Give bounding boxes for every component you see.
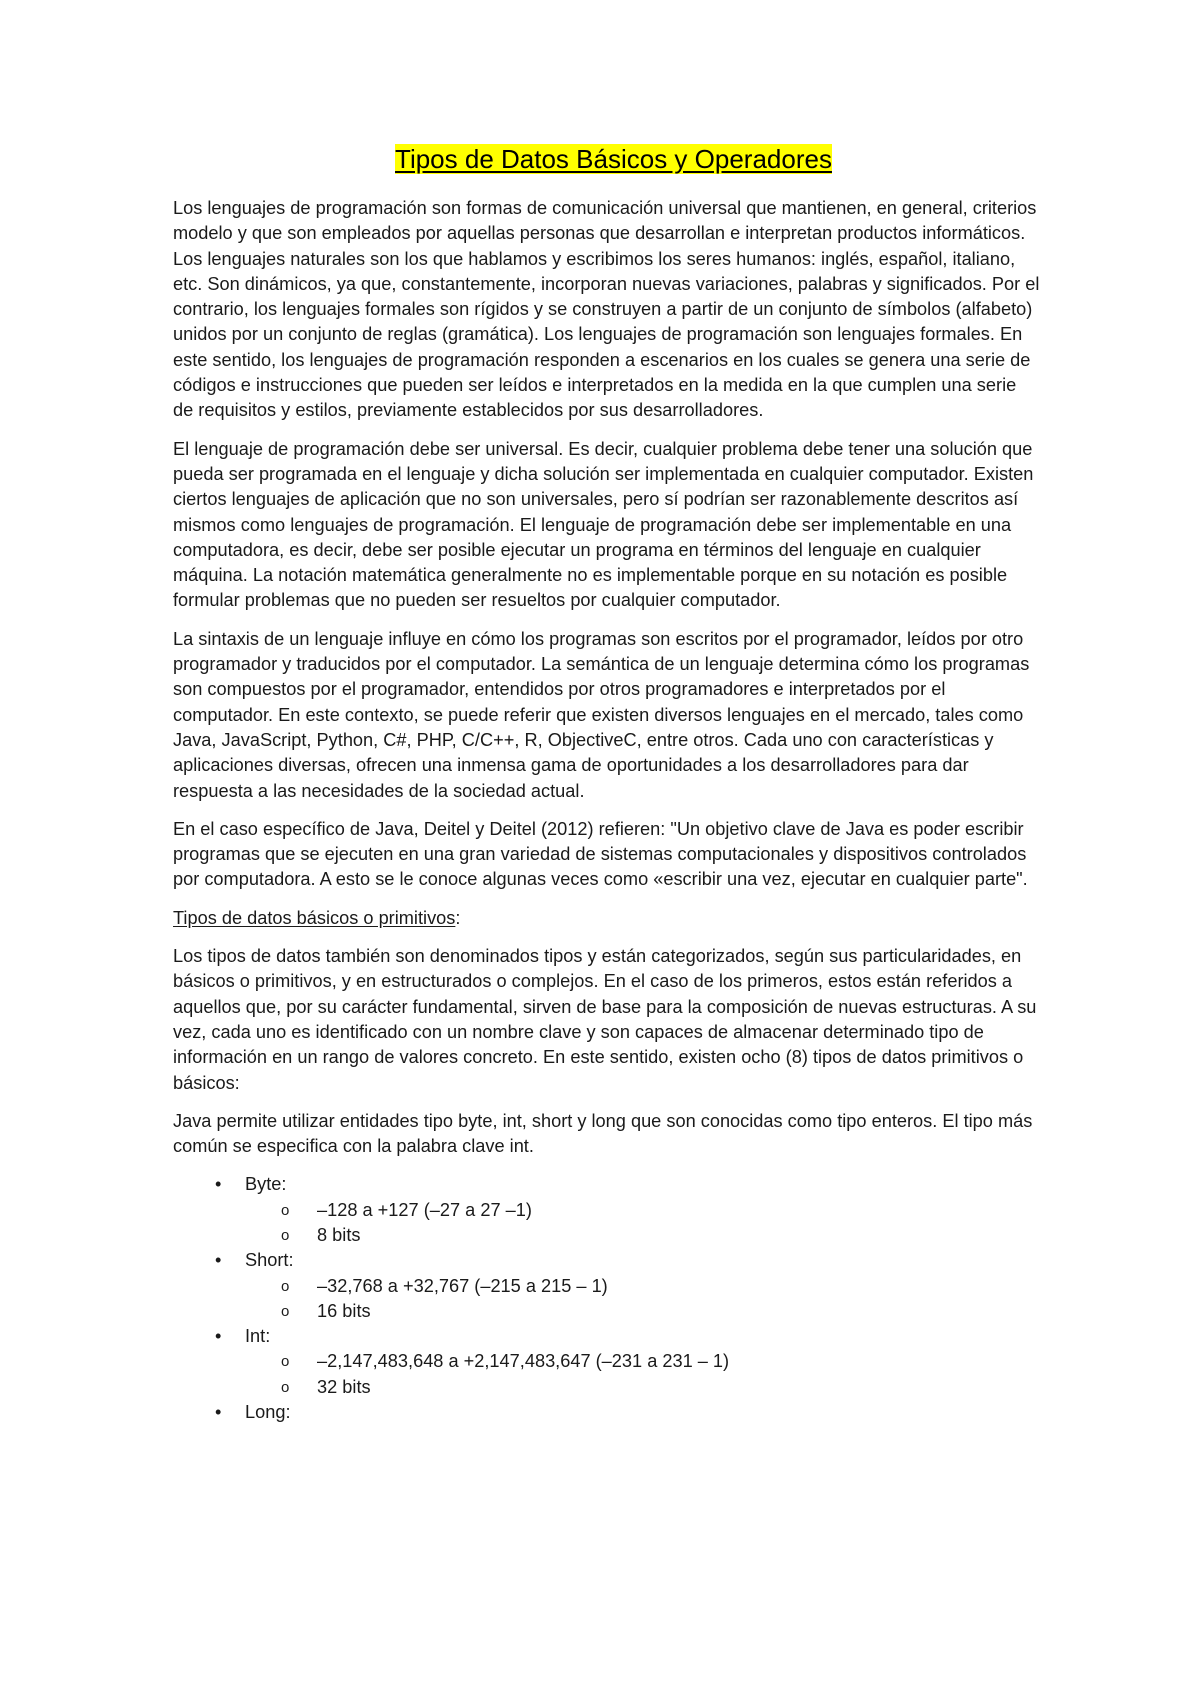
circle-bullet-icon: o (281, 1201, 290, 1219)
type-label: Short: (245, 1250, 294, 1271)
sub-list (245, 1274, 1040, 1325)
sub-list (245, 1349, 1040, 1400)
circle-bullet-icon: o (281, 1302, 290, 1320)
type-range: –128 a +127 (–27 a 27 –1) (317, 1199, 532, 1220)
type-label: Int: (245, 1326, 271, 1347)
list-item (173, 1324, 1040, 1400)
circle-bullet-icon: o (281, 1277, 290, 1295)
paragraph-intro: Los lenguajes de programación son formas de comunicación universal que mantienen, en general, criterios modelo y que son empleados por aquellas personas que desarrollan e interpretan productos informáticos. Los lenguajes naturales son los que hablamos y escribimos los seres humanos: inglés, español, italiano, etc. Son dinámicos, ya que, constantemente, incorporan nuevas variaciones, palabras y significados. Por el contrario, los lenguajes formales son rígidos y se construyen a partir de un conjunto de símbolos (alfabeto) unidos por un conjunto de reglas (gramática). Los lenguajes de programación son lenguajes formales. En este sentido, los lenguajes de programación responden a escenarios en los cuales se genera una serie de códigos e instrucciones que pueden ser leídos e interpretados en la medida en la que cumplen una serie de requisitos y estilos, previamente establecidos por sus desarrolladores. (173, 198, 1040, 421)
list-item (173, 1248, 1040, 1324)
section-heading (173, 906, 1040, 931)
sub-list (245, 1198, 1040, 1249)
circle-bullet-icon: o (281, 1226, 290, 1244)
list-item (173, 1400, 1040, 1425)
title-container (173, 142, 1040, 176)
bullet-icon: • (215, 1402, 222, 1423)
paragraph-syntax: La sintaxis de un lenguaje influye en cómo los programas son escritos por el programador, leídos por otro programador y traducidos por el computador. La semántica de un lenguaje determina cómo los programas son compuestos por el programador, entendidos por otros programadores e interpretados por el computador. En este contexto, se puede referir que existen diversos lenguajes en el mercado, tales como Java, JavaScript, Python, C#, PHP, C/C++, R, ObjectiveC, entre otros. Cada uno con características y aplicaciones diversas, ofrecen una inmensa gama de oportunidades a los desarrolladores para dar respuesta a las necesidades de la sociedad actual. (173, 628, 1030, 801)
type-size: 32 bits (317, 1376, 371, 1397)
type-size: 16 bits (317, 1300, 371, 1321)
paragraph-universal: El lenguaje de programación debe ser universal. Es decir, cualquier problema debe tener una solución que pueda ser programada en el lenguaje y dicha solución ser implementada en cualquier computador. Existen ciertos lenguajes de aplicación que no son universales, pero sí podrían ser razonablemente descritos así mismos como lenguajes de programación. El lenguaje de programación debe ser implementable en una computadora, es decir, debe ser posible ejecutar un programa en términos del lenguaje en cualquier máquina. La notación matemática generalmente no es implementable porque en su notación es posible formular problemas que no pueden ser resueltos por cualquier computador. (173, 438, 1034, 611)
type-label: Byte: (245, 1174, 287, 1195)
document-title: Tipos de Datos Básicos y Operadores (395, 144, 832, 174)
sub-list-item (245, 1349, 1040, 1374)
type-range: –2,147,483,648 a +2,147,483,647 (–231 a 231 – 1) (317, 1351, 730, 1372)
integer-types-list (173, 1172, 1040, 1425)
sub-list-item (245, 1198, 1040, 1223)
sub-list-item (245, 1375, 1040, 1400)
sub-list-item (245, 1299, 1040, 1324)
sub-list-item (245, 1223, 1040, 1248)
bullet-icon: • (215, 1174, 222, 1195)
bullet-icon: • (215, 1250, 222, 1271)
paragraph-java-integers: Java permite utilizar entidades tipo byte, int, short y long que son conocidas como tipo enteros. El tipo más común se especifica con la palabra clave int. (173, 1110, 1033, 1157)
section-heading-suffix: : (455, 907, 461, 928)
sub-list-item (245, 1274, 1040, 1299)
paragraph-java: En el caso específico de Java, Deitel y Deitel (2012) refieren: "Un objetivo clave de Java es poder escribir programas que se ejecuten en una gran variedad de sistemas computacionales y dispositivos controlados por computadora. A esto se le conoce algunas veces como «escribir una vez, ejecutar en cualquier parte". (173, 818, 1028, 890)
list-item (173, 1172, 1040, 1248)
circle-bullet-icon: o (281, 1353, 290, 1371)
paragraph-types-intro: Los tipos de datos también son denominados tipos y están categorizados, según sus particularidades, en básicos o primitivos, y en estructurados o complejos. En el caso de los primeros, estos están referidos a aquellos que, por su carácter fundamental, sirven de base para la composición de nuevas estructuras. A su vez, cada uno es identificado con un nombre clave y son capaces de almacenar determinado tipo de información en un rango de valores concreto. En este sentido, existen ocho (8) tipos de datos primitivos o básicos: (173, 946, 1037, 1093)
type-size: 8 bits (317, 1224, 361, 1245)
circle-bullet-icon: o (281, 1378, 290, 1396)
type-label: Long: (245, 1402, 291, 1423)
type-range: –32,768 a +32,767 (–215 a 215 – 1) (317, 1275, 608, 1296)
section-heading-text: Tipos de datos básicos o primitivos (173, 907, 456, 928)
bullet-icon: • (215, 1326, 222, 1347)
